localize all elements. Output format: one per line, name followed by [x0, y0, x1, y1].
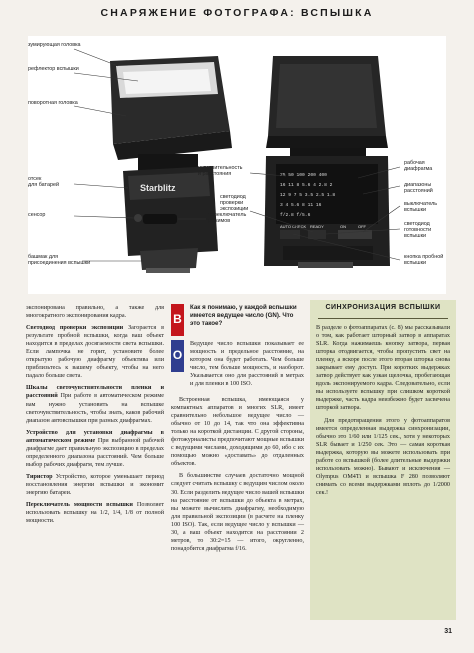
auto-check-button: [280, 230, 300, 239]
question-badge: В: [171, 304, 184, 336]
sensor-window: [134, 214, 142, 222]
brand-logo-text: Starblitz: [140, 183, 176, 193]
term: Переключатель мощности вспышки: [26, 502, 133, 509]
paragraph-exposure-led: [26, 324, 164, 380]
label-sensor: сенсор: [28, 212, 46, 218]
question-text: Как я понимаю, у каждой вспышки имеется ведущее число (GN). Что это такое?: [190, 304, 297, 327]
on-label: ON: [340, 224, 346, 229]
paragraph-intro: [26, 304, 164, 320]
sidebar-title: СИНХРОНИЗАЦИЯ ВСПЫШКИ: [325, 304, 441, 311]
term: Устройство для установки диафрагмы в автоматическом режиме: [26, 429, 164, 444]
text-column-left: [26, 304, 164, 529]
definition: Позволяет использовать вспышку на 1/2, 1/4, 1/8 от полной мощности.: [26, 502, 164, 525]
sidebar-divider: [318, 318, 448, 319]
label-flash-reflector: рефлектор вспышки: [28, 66, 79, 72]
sidebar-paragraph-2: Для предотвращения этого у фотоаппаратов имеется определенная выдержка синхронизации, обычно это 1/60 или 1/125 сек., хотя у некоторых SLR бывает и 1/250 сек. Это — самая короткая выдержка, которую вы можете использовать при работе со вспышкой (более длительные выдержки использовать можно). Бывают и исключения — Olympus OM4Ti и вспышка F 280 позволяют снимать со всеми выдержками вплоть до 1/2000 сек.!: [316, 417, 450, 496]
label-test-button: кнопка пробной вспышки: [404, 254, 444, 266]
label-battery-compartment: отсек для батарей: [28, 176, 59, 188]
label-sensitivity-distance: чувствительность и расстояния: [198, 165, 243, 177]
svg-text:12 9 7 5 3.5 2.5 1.8: 12 9 7 5 3.5 2.5 1.8: [280, 193, 336, 198]
ready-label: READY: [310, 224, 324, 229]
paragraph-auto-aperture: [26, 429, 164, 469]
answer-column: [171, 396, 304, 557]
term: Шкалы светочувствительности пленки и расстояний: [26, 385, 164, 400]
auto-check-label: AUTO CHECK: [280, 224, 307, 229]
label-power-switch: выключатель вспышки: [404, 201, 438, 213]
svg-text:16 11 8 5.6 4 2.8 2: 16 11 8 5.6 4 2.8 2: [280, 183, 333, 188]
rear-flash-unit: [264, 56, 390, 268]
page-header-title: СНАРЯЖЕНИЕ ФОТОГРАФА: ВСПЫШКА: [100, 7, 374, 19]
definition: Устройство, которое уменьшает период восстановления энергии вспышки и экономит энергию батареи.: [26, 473, 164, 496]
answer-paragraph-2: Встроенная вспышка, имеющаяся у компактных аппаратов и многих SLR, имеет сравнительно небольшое ведущее число — обычно от 10 до 14, так что она эффективна только на короткой дистанции. С другой стороны, фотожурналисты предпочитают мощные вспышки с ведущими числами, доходящими до 60, ибо с их помощью можно «доставать» до отдаленных объектов.: [171, 397, 304, 468]
answer-first-paragraph: [190, 340, 304, 392]
answer-paragraph-1: Ведущее число вспышки показывает ее мощность и предельное расстояние, на котором она будет работать. Чем больше число, тем больше мощность, и наоборот. Указывается оно для расстояний в метрах и для пленки в 100 ISO.: [190, 341, 304, 388]
flash-units-photo: [28, 36, 446, 294]
definition: При работе в автоматическом режиме вам нужно установить на вспышке светочувствительность, чтобы знать, каков рабочий диапазон автовспышки при разных диафрагмах.: [26, 393, 164, 424]
paragraph-thyristor: [26, 473, 164, 497]
label-swivel-head: поворотная головка: [28, 100, 78, 106]
label-zoom-head: зумирующая головка: [28, 42, 81, 48]
answer-paragraph-3: В большинстве случаев достаточно мощной следует считать вспышку с ведущим числом около 30. Если разделить ведущее число вашей вспышки на расстояние от вспышки до объекта в метрах, вы можете вычислить диафрагму, необходимую для правильной экспозиции (в расчете на пленку 100 ISO). Так, если ведущее число у вспышки — 30, а ваш объект находится на расстоянии 2 метров, то 30:2=15 — итого, округленно, понадобится диафрагма f/16.: [171, 473, 304, 552]
paragraph-power-switch: [26, 501, 164, 525]
svg-text:f/2.8 f/5.6: f/2.8 f/5.6: [280, 213, 311, 218]
svg-text:3 4 5.6 8 11 16: 3 4 5.6 8 11 16: [280, 203, 322, 208]
mode-switch: [143, 214, 177, 224]
term: Тиристор: [26, 473, 53, 480]
label-ready-led: светодиод готовности вспышки: [404, 221, 432, 239]
sidebar-paragraph-1: В разделе о фотоаппаратах (с. 8) мы рассказывали о том, как работает шторный затвор в аппаратах SLR. Когда нажимаешь кнопку затвора, первая шторка отодвигается, чтобы пропустить свет на пленку, а вскоре после этого вторая шторка снова закрывает ему доступ. При коротких выдержках затвор действует как узкая щелочка, пробегающая вдоль экспонируемого кадра. Следовательно, если вы используете вспышку при слишком короткой выдержке, часть кадра неизбежно будет засвечена шторкой затвора.: [316, 325, 450, 412]
definition: Загорается в результате пробной вспышки, когда ваш объект находится в пределах досягаемости света вспышки. Если лампочка не горит, установите более открытую рабочую диафрагму объектива или приблизьтесь к вашему объекту, чтобы на него падало больше света.: [26, 325, 164, 380]
definition: экспонирована правильно, а также для многократного экспонирования кадра.: [26, 305, 164, 320]
answer-badge: О: [171, 340, 184, 372]
off-label: OFF: [358, 224, 366, 229]
term: Светодиод проверки экспозиции: [26, 325, 124, 332]
svg-text:25 50 100 200 400: 25 50 100 200 400: [280, 173, 327, 178]
label-hot-shoe: башмак для присоединения вспышки: [28, 254, 91, 266]
definition: При выбранной рабочей диафрагме дает правильную экспозицию в пределах определенного диапазона расстояний. Чем больше выбор рабочих диафрагм, тем лучше.: [26, 437, 165, 468]
label-distance-ranges: диапазоны расстояний: [404, 182, 433, 194]
paragraph-scales: [26, 384, 164, 424]
label-working-aperture: рабочая диафрагма: [404, 160, 433, 172]
sidebar-text: [316, 324, 450, 501]
label-mode-switch: переключатель режимов: [208, 212, 247, 224]
page-number: 31: [444, 628, 452, 635]
label-exposure-led: светодиод проверки экспозиции: [220, 194, 249, 212]
